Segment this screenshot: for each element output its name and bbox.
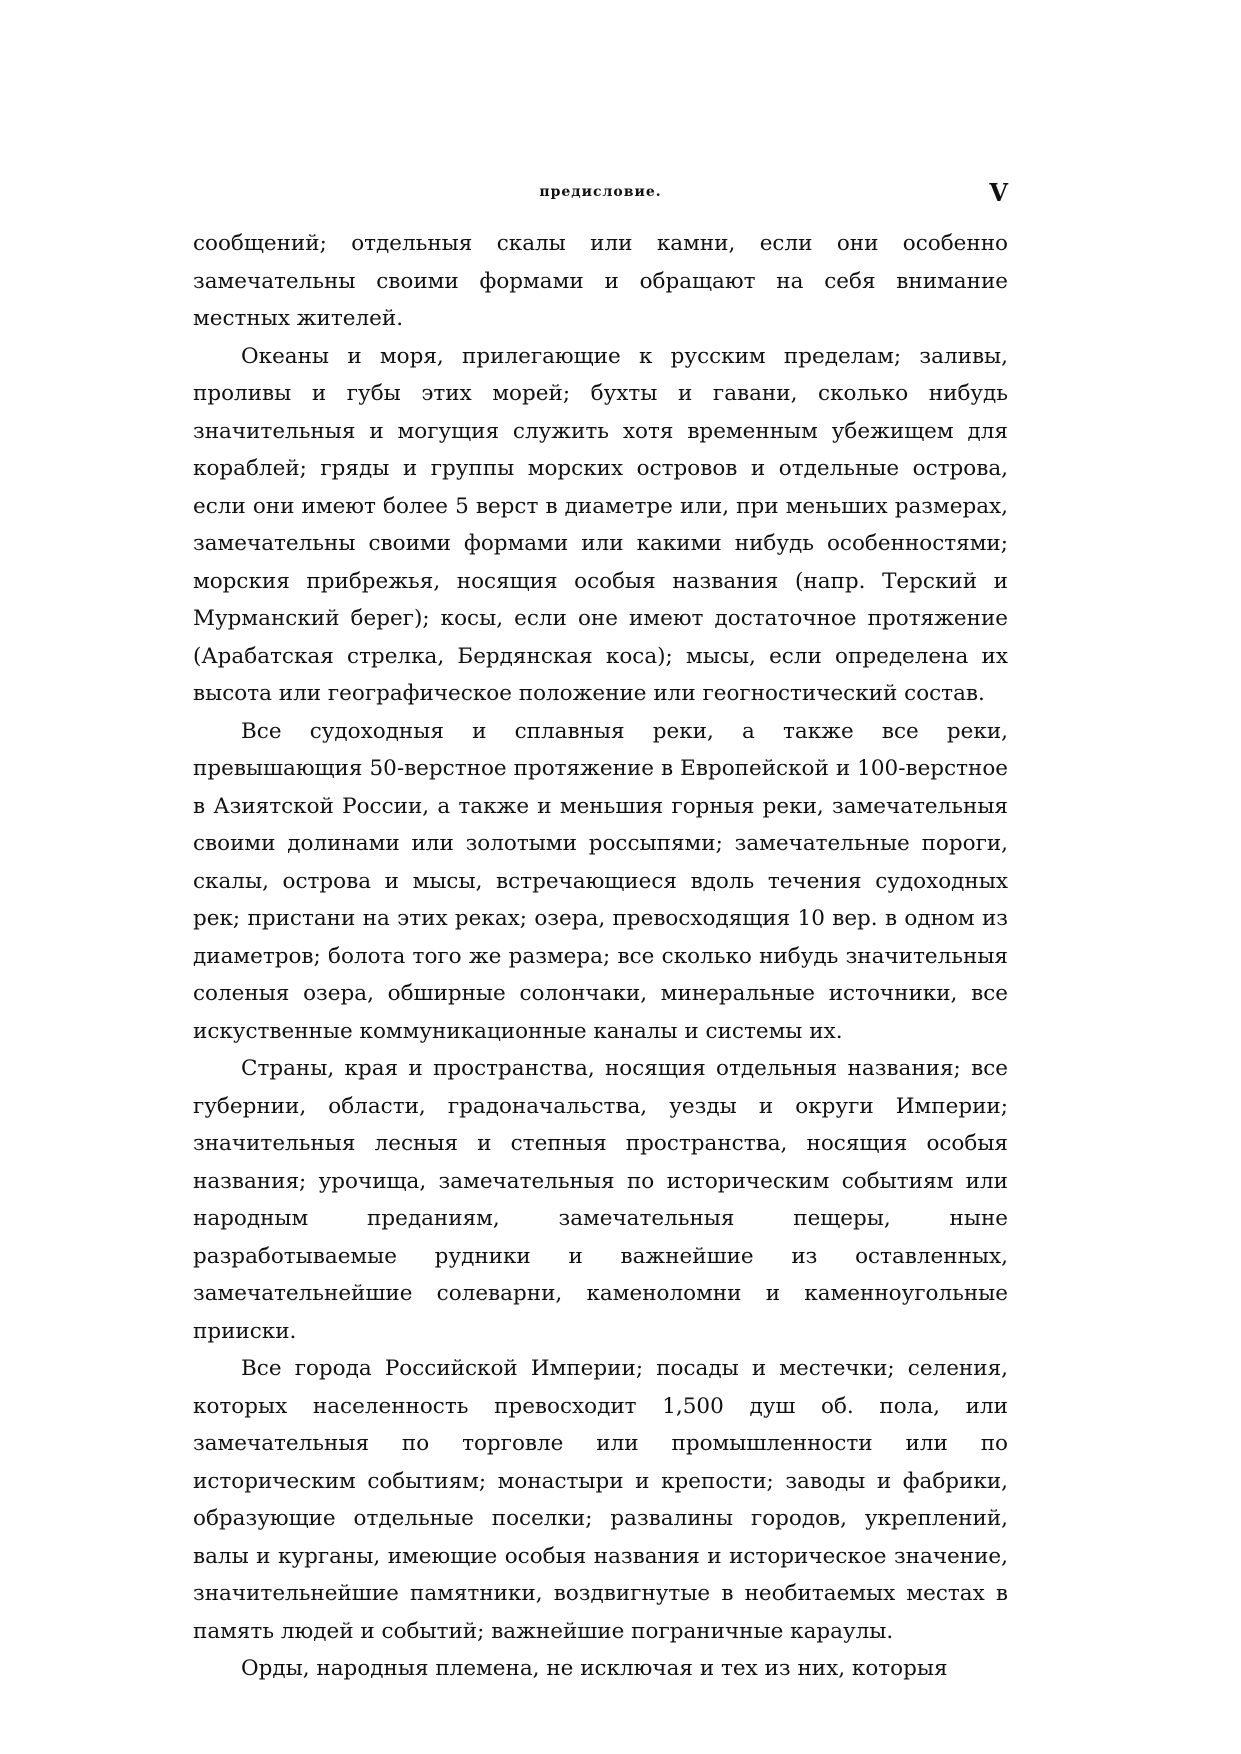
paragraph: Все города Российской Империи; посады и местечки; селения, которых населенность превосходит 1,500 душ об. пола, или замечательныя по торговле или промышленности или по историческим событиям; монастыри и крепости; заводы и фабрики, образующие отдельные поселки; развалины городов, укреплений, валы и курганы, имеющие особыя названия и историческое значение, значительнейшие памятники, воздвигнутые в необитаемых местах в память людей и событий; важнейшие пограничные караулы. — [193, 1356, 1008, 1644]
page-header — [193, 178, 1008, 208]
page-number: V — [989, 178, 1008, 207]
running-title: предисловие. — [539, 184, 662, 200]
paragraph: Орды, народныя племена, не исключая и тех из них, которыя — [241, 1656, 948, 1681]
paragraph: Океаны и моря, прилегающие к русским пределам; заливы, проливы и губы этих морей; бухты и гавани, сколько нибудь значительныя и могущия служить хотя временным убежищем для кораблей; гряды и группы морских островов и отдельные острова, если они имеют более 5 верст в диаметре или, при меньших размерах, замечательны своими формами или какими нибудь особенностями; морския прибрежья, носящия особыя названия (напр. Терский и Мурманский берег); косы, если оне имеют достаточное протяжение (Арабатская стрелка, Бердянская коса); мысы, если определена их высота или географическое положение или геогностический состав. — [193, 343, 1008, 706]
paragraph: сообщений; отдельныя скалы или камни, если они особенно замечательны своими формами и обращают на себя внимание местных жителей. — [193, 231, 1008, 331]
body-text — [193, 225, 1008, 1688]
paragraph: Страны, края и пространства, носящия отдельныя названия; все губернии, области, градоначальства, уезды и округи Империи; значительныя лесныя и степныя пространства, носящия особыя названия; урочища, замечательныя по историческим событиям или народным преданиям, замечательныя пещеры, ныне разработываемые рудники и важнейшие из оставленных, замечательнейшие солеварни, каменоломни и каменноугольные прииски. — [193, 1056, 1008, 1344]
paragraph: Все судоходныя и сплавныя реки, а также все реки, превышающия 50-верстное протяжение в Европейской и 100-верстное в Азиятской России, а также и меньшия горныя реки, замечательныя своими долинами или золотыми россыпями; замечательные пороги, скалы, острова и мысы, встречающиеся вдоль течения судоходных рек; пристани на этих реках; озера, превосходящия 10 вер. в одном из диаметров; болота того же размера; все сколько нибудь значительныя соленыя озера, обширные солончаки, минеральные источники, все искуственные коммуникационные каналы и системы их. — [193, 718, 1008, 1044]
